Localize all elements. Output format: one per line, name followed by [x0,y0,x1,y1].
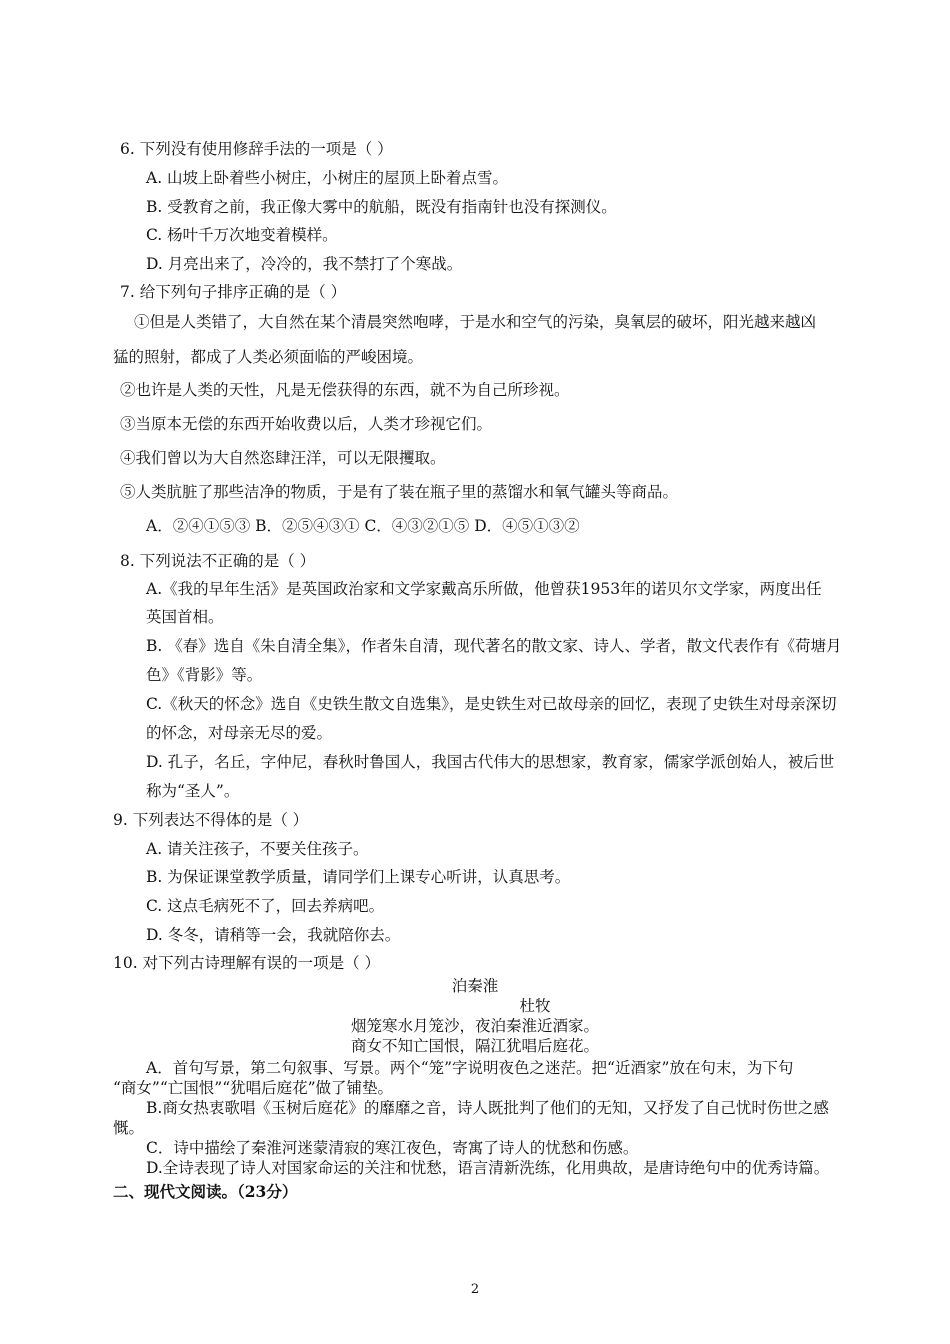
q6-option-d: D. 月亮出来了，冷冷的，我不禁打了个寒战。 [146,255,463,273]
q7-sentence-3: ③当原本无偿的东西开始收费以后，人类才珍视它们。 [120,415,493,433]
q6-option-c: C. 杨叶千万次地变着模样。 [146,226,338,244]
q9-option-d: D. 冬冬，请稍等一会，我就陪你去。 [146,926,401,944]
q8-option-b-cont: 色》《背影》等。 [146,666,263,684]
q6-stem: 6. 下列没有使用修辞手法的一项是（ ） [120,140,393,158]
q7-sentence-2: ②也许是人类的天性，凡是无偿获得的东西，就不为自己所珍视。 [120,381,570,399]
q9-stem: 9. 下列表达不得体的是（ ） [113,811,309,829]
q9-option-c: C. 这点毛病死不了，回去养病吧。 [146,897,385,915]
poem-line-1: 烟笼寒水月笼沙，夜泊秦淮近酒家。 [350,1017,599,1035]
q7-sentence-1: ①但是人类错了，大自然在某个清晨突然咆哮，于是水和空气的污染，臭氧层的破坏，阳光越来越凶 [134,313,817,331]
q6-option-b: B. 受教育之前，我正像大雾中的航船，既没有指南针也没有探测仪。 [146,198,617,216]
q8-option-c-cont: 的怀念，对母亲无尽的爱。 [146,724,333,742]
q9-option-b: B. 为保证课堂教学质量，请同学们上课专心听讲，认真思考。 [146,868,571,886]
q10-option-a: A．首句写景，第二句叙事、写景。两个“笼”字说明夜色之迷茫。把“近酒家”放在句末，为下句 [146,1059,794,1077]
poem-line-2: 商女不知亡国恨，隔江犹唱后庭花。 [350,1037,599,1055]
q10-option-a-cont: “商女”“亡国恨”“犹唱后庭花”做了铺垫。 [113,1079,394,1097]
q7-options: A．②④①⑤③ B．②⑤④③① C．④③②①⑤ D．④⑤①③② [146,517,580,535]
q8-option-a-cont: 英国首相。 [146,608,224,626]
q7-sentence-4: ④我们曾以为大自然恣肆汪洋，可以无限攫取。 [120,449,446,467]
q10-stem: 10. 对下列古诗理解有误的一项是（ ） [113,954,381,972]
q9-option-a: A. 请关注孩子，不要关住孩子。 [146,840,369,858]
q7-stem: 7. 给下列句子排序正确的是（ ） [120,283,347,301]
q8-option-d: D. 孔子，名丘，字仲尼，春秋时鲁国人，我国古代伟大的思想家，教育家，儒家学派创始人，被后世 [146,753,835,771]
q10-option-b-cont: 慨。 [113,1119,145,1137]
section-heading: 二、现代文阅读。（23分） [113,1182,298,1201]
q8-option-a: A.《我的早年生活》是英国政治家和文学家戴高乐所做，他曾获1953年的诺贝尔文学家，两度出任 [146,580,822,598]
q6-option-a: A. 山坡上卧着些小树庄，小树庄的屋顶上卧着点雪。 [146,169,509,187]
q10-option-c: C．诗中描绘了秦淮河迷蒙清寂的寒江夜色，寄寓了诗人的忧愁和伤感。 [146,1139,639,1157]
q8-stem: 8. 下列说法不正确的是（ ） [120,552,316,570]
q7-sentence-1-cont: 猛的照射，都成了人类必须面临的严峻困境。 [113,348,424,366]
q8-option-d-cont: 称为“圣人”。 [146,782,240,800]
poem-title: 泊秦淮 [451,977,499,995]
poem-author: 杜牧 [519,997,551,1015]
q8-option-c: C.《秋天的怀念》选自《史铁生散文自选集》，是史铁生对已故母亲的回忆，表现了史铁生对母亲深切 [146,695,837,713]
q10-option-b: B.商女热衷歌唱《玉树后庭花》的靡靡之音，诗人既批判了他们的无知，又抒发了自己忧时伤世之感 [146,1099,829,1117]
q8-option-b: B. 《春》选自《朱自清全集》，作者朱自清，现代著名的散文家、诗人、学者，散文代表作有《荷塘月 [146,637,842,655]
q7-sentence-5: ⑤人类肮脏了那些洁净的物质，于是有了装在瓶子里的蒸馏水和氧气罐头等商品。 [120,483,679,501]
q10-option-d: D.全诗表现了诗人对国家命运的关注和忧愁，语言清新洗练，化用典故，是唐诗绝句中的优秀诗篇。 [146,1159,830,1177]
page-number: 2 [470,1282,480,1297]
